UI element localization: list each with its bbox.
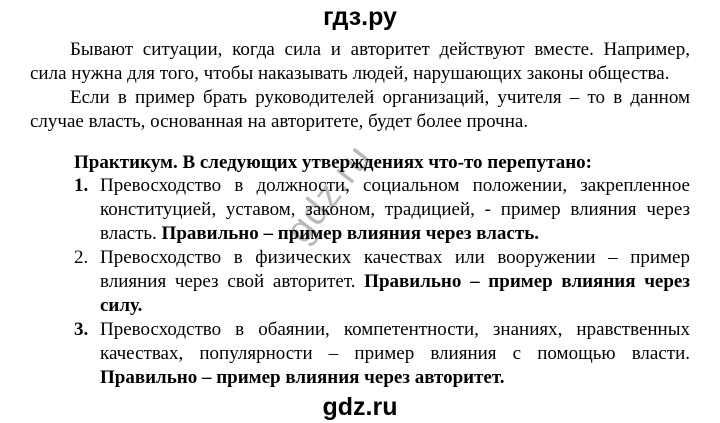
item-statement: Превосходство в должности, социальном положении, закрепленное конституцией, уставом, законом, традицией, - пример влияния через власть. [100,175,690,244]
item-text [100,246,690,318]
item-number: 2. [74,247,89,268]
item-answer: Правильно – пример влияния через силу. [100,271,690,316]
item-number: 3. [74,319,89,340]
item-number: 1. [74,175,89,196]
paragraph-1: Бывают ситуации, когда сила и авторитет действуют вместе. Например, сила нужна для того, чтобы наказывать людей, нарушающих законы общества. [30,39,690,84]
item-answer: Правильно – пример влияния через власть. [161,223,539,244]
item-text [100,174,690,246]
practicum-heading: Практикум. В следующих утверждениях что-то перепутано: [74,152,592,173]
paragraph-2: Если в пример брать руководителей организаций, учителя – то в данном случае власть, основанная на авторитете, будет более прочна. [30,87,690,132]
watermark: gdz.ru [278,137,380,251]
item-statement: Превосходство в физических качествах или вооружении – пример влияния через свой авторитет. [100,247,690,292]
item-answer: Правильно – пример влияния через авторитет. [100,367,505,388]
item-statement: Превосходство в обаянии, компетентности, знаниях, нравственных качествах, популярности – пример влияния с помощью власти. [100,319,690,364]
footer-logo: gdz.ru [322,393,398,421]
item-text [100,318,690,390]
header-logo: гдз.ру [323,3,397,31]
